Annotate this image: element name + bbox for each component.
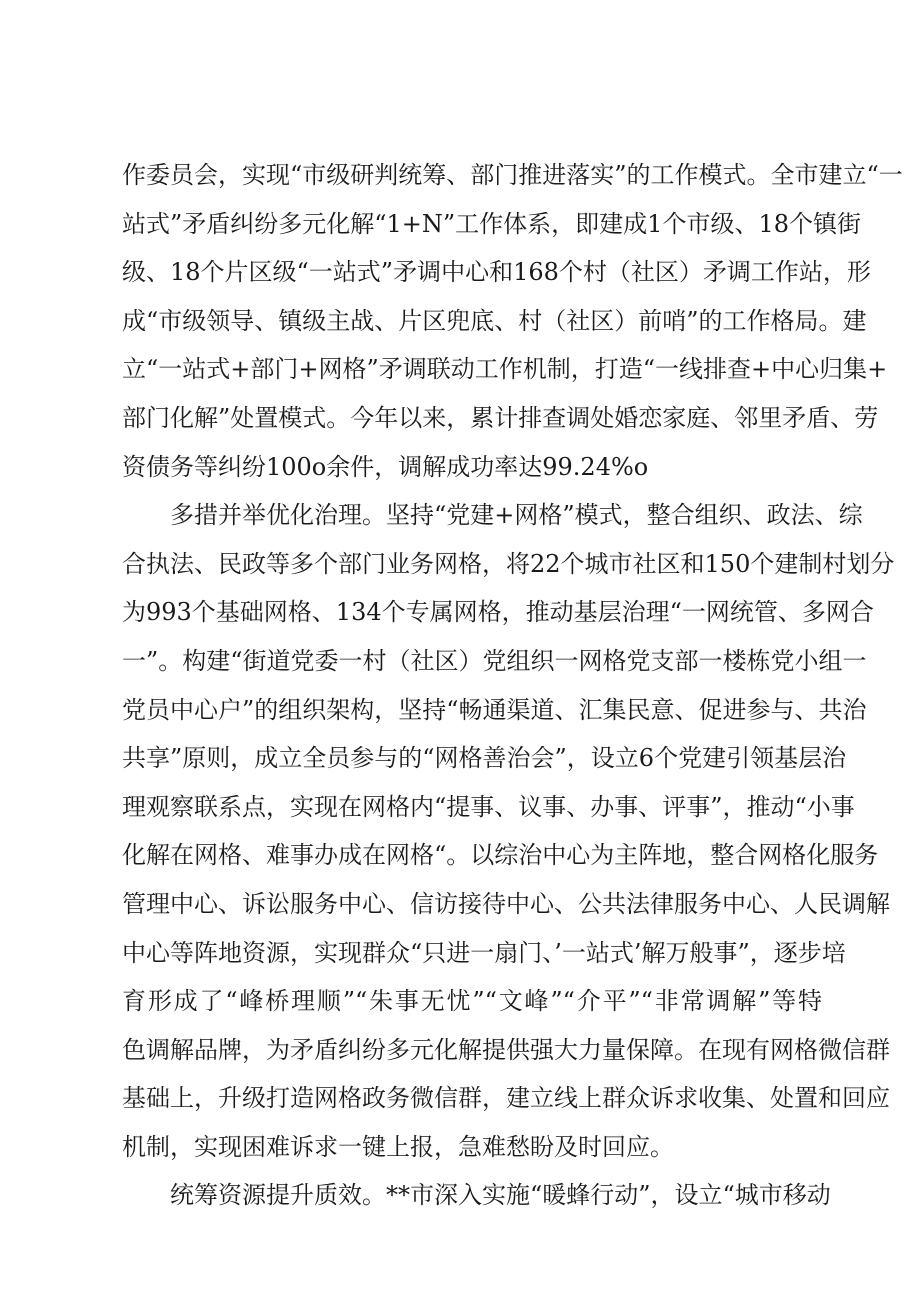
text-line: 一”。构建“街道党委一村（社区）党组织一网格党支部一楼栋党小组一 <box>122 646 867 675</box>
paragraph <box>122 1181 831 1210</box>
text-line: 多措并举优化治理。坚持“党建+网格”模式，整合组织、政法、综 <box>170 501 863 530</box>
text-line: 化解在网格、难事办成在网格“。以综治中心为主阵地，整合网格化服务 <box>122 841 879 870</box>
text-line: 部门化解”处置模式。今年以来，累计排查调处婚恋家庭、邻里矛盾、劳 <box>122 403 879 432</box>
text-line: 育形成了“峰桥理顺”“朱事无忧”“文峰”“介平”“非常调解”等特 <box>122 987 822 1016</box>
text-line: 成“市级领导、镇级主战、片区兜底、村（社区）前哨”的工作格局。建 <box>122 306 867 335</box>
paragraph <box>122 161 903 481</box>
text-line: 站式”矛盾纠纷多元化解“1+N”工作体系，即建成1个市级、18个镇街 <box>122 209 861 238</box>
paragraph <box>122 501 895 1161</box>
text-line: 中心等阵地资源，实现群众“只进一扇门、’一站式’解万般事”，逐步培 <box>122 938 846 967</box>
text-line: 立“一站式+部门+网格”矛调联动工作机制，打造“一线排查+中心归集+ <box>122 355 888 384</box>
text-line: 为993个基础网格、134个专属网格，推动基层治理“一网统管、多网合 <box>122 598 874 627</box>
text-line: 统筹资源提升质效。**市深入实施“暖蜂行动”，设立“城市移动 <box>170 1181 831 1210</box>
text-line: 基础上，升级打造网格政务微信群，建立线上群众诉求收集、处置和回应 <box>122 1084 890 1113</box>
text-line: 管理中心、诉讼服务中心、信访接待中心、公共法律服务中心、人民调解 <box>122 889 890 918</box>
text-line: 级、18个片区级“一站式”矛调中心和168个村（社区）矛调工作站，形 <box>122 258 871 287</box>
text-line: 作委员会，实现“市级研判统筹、部门推进落实”的工作模式。全市建立“一 <box>122 161 903 189</box>
text-line: 共享”原则，成立全员参与的“网格善治会”，设立6个党建引领基层治 <box>122 744 847 773</box>
document-body <box>122 161 903 1231</box>
text-line: 理观察联系点，实现在网格内“提事、议事、办事、评事”，推动“小事 <box>122 792 855 821</box>
text-line: 资债务等纠纷100o余件，调解成功率达99.24%o <box>122 452 649 481</box>
text-line: 色调解品牌，为矛盾纠纷多元化解提供强大力量保障。在现有网格微信群 <box>122 1035 890 1064</box>
text-line: 机制，实现困难诉求一键上报，急难愁盼及时回应。 <box>122 1132 674 1161</box>
text-line: 合执法、民政等多个部门业务网格，将22个城市社区和150个建制村划分 <box>122 549 895 578</box>
text-line: 党员中心户”的组织架构，坚持“畅通渠道、汇集民意、促进参与、共治 <box>122 695 867 724</box>
